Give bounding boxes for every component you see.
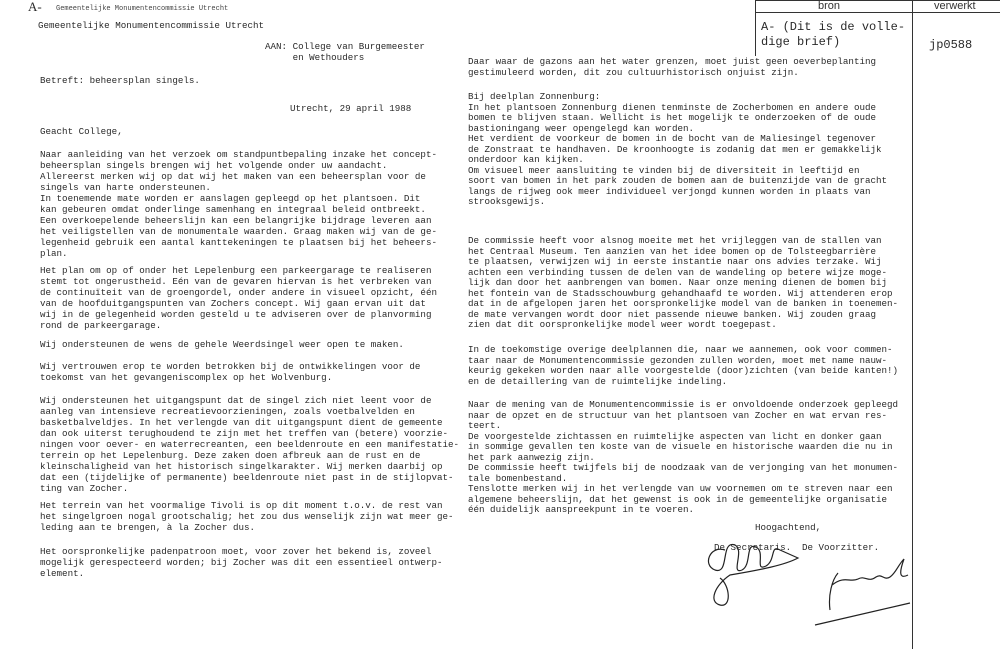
paragraph: Bij deelplan Zonnenburg: In het plantsoen Zonnenburg dienen tenminste de Zocherbomen en andere oude bomen te blijven staan. Wellicht is het mogelijk te onderzoeken of de oude bastioningang weer opengelegd kan worden. Het verdient de voorkeur de bomen in de bocht van de Maliesingel tegenover de Zonstraat te handhaven. De kroonhoogte is zodanig dat men er gemakkelijk onderdoor kan kijken. Om visueel meer aansluiting te vinden bij de diversiteit in leeftijd en soort van bomen in het park zouden de bomen aan de buitenzijde van de gracht langs de rijweg ook meer individueel verjongd kunnen worden in plaats van strooksgewijs. (468, 91, 888, 207)
bron-value: A- (Dit is de volle- dige brief) (761, 20, 906, 49)
paragraph: Naar de mening van de Monumentencommissie is er onvoldoende onderzoek gepleegd naar de opzet en de structuur van het plantsoen van Zocher en wat ervan res- teert. De voorgestelde zichtassen en ruimtelijke aspecten van licht en donker gaan in sommige gevallen ten koste van de visuele en historische waarden die nu in het park aanwezig zijn. De commissie heeft twijfels bij de noodzaak van de verjonging van het monumen- tale bomenbestand. Tenslotte merken wij in het verlengde van uw voornemen om te streven naar een algemene beheerslijn, dat het gewenst is ook in de gemeentelijke organisatie één duidelijk aanspreekpunt in te voeren. (468, 399, 899, 515)
table-left-border (755, 0, 756, 56)
closing: Hoogachtend, (755, 522, 822, 533)
table-column-divider (912, 0, 913, 649)
paragraph: De commissie heeft voor alsnog moeite met het vrijleggen van de stallen van het Centraal Museum. Ten aanzien van het idee bomen op de Tolsteegbarrière te plaatsen, verwijzen wij in eerste instantie naar ons advies terzake. Wij achten een verbinding tussen de delen van de wandeling op betere wijze moge- lijk dan door het aanbrengen van bomen. Naar onze mening dienen de bomen bij het fontein van de Stadsschouwburg gehandhaafd te worden. Wij attenderen erop dat in de afgelopen jaren het oorspronkelijke model van de banken in toenemen- de mate vervangen wordt door niet passende nieuwe banken. Wij zouden graag zien dat dit oorspronkelijke model weer wordt toegepast. (468, 235, 899, 330)
salutation: Geacht College, (40, 126, 123, 137)
signatory-secretary: De Secretaris. (714, 542, 792, 553)
paragraph: Het terrein van het voormalige Tivoli is op dit moment t.o.v. de rest van het singelgroen nogal grootschalig; het zou dus wenselijk zijn wat meer ge- leding aan te brengen, à la Zocher dus. (40, 500, 454, 533)
verwerkt-value: jp0588 (929, 38, 973, 52)
paragraph: Wij ondersteunen het uitgangspunt dat de singel zich niet leent voor de aanleg van intensieve recreatievoorzieningen, zoals voetbalvelden en basketbalveldjes. In het verlengde van dit uitgangspunt dient de gemeente dan ook uiterst terughoudend te zijn met het treffen van (betere) voorzie- ningen voor oever- en waterrecreanten, een beeldenroute en een manifestatie- terrein op het Lepelenburg. Deze zaken doen afbreuk aan de rust en de kleinschaligheid van het historisch singelkarakter. Wij merken daarbij op dat een (tijdelijke of permanente) beeldenroute niet past in de stijlopvat- ting van Zocher. (40, 395, 460, 494)
signatory-chair: De Voorzitter. (802, 542, 880, 553)
column-header-bron: bron (818, 0, 841, 12)
signature-chair (810, 555, 920, 635)
letterhead: Gemeentelijke Monumentencommissie Utrecht (38, 20, 265, 31)
paragraph: Wij vertrouwen erop te worden betrokken bij de ontwikkelingen voor de toekomst van het gevangeniscomplex op het Wolvenburg. (40, 361, 421, 383)
signature-secretary (690, 530, 800, 610)
date: Utrecht, 29 april 1988 (290, 103, 412, 114)
paragraph: Het plan om op of onder het Lepelenburg een parkeergarage te realiseren stemt tot ongerustheid. Eén van de gevaren hiervan is het verbreken van de continuïteit van de groengordel, onder andere in visueel opzicht, één van de hoofduitgangspunten van Zochers concept. Wij gaan ervan uit dat wij in de gelegenheid worden gesteld u te adviseren over de planvorming rond de parkeergarage. (40, 265, 437, 331)
paragraph: Daar waar de gazons aan het water grenzen, moet juist geen oeverbeplanting gestimuleerd worden, dit zou cultuurhistorisch onjuist zijn. (468, 56, 876, 78)
archive-mark: A- (28, 0, 42, 14)
letterhead-small: Gemeentelijke Monumentencommissie Utrecht (56, 5, 229, 13)
subject: Betreft: beheersplan singels. (40, 75, 200, 86)
table-header-divider (755, 12, 1000, 13)
paragraph: Wij ondersteunen de wens de gehele Weerdsingel weer open te maken. (40, 339, 404, 350)
paragraph: In de toekomstige overige deelplannen die, naar we aannemen, ook voor commen- taar naar de Monumentencommissie gezonden zullen worden, moet met name nauw- keurig gekeken worden naar alle voorgestelde (door)zichten (van beide kanten!) en de detaillering van de ruimtelijke indeling. (468, 344, 899, 387)
addressee: AAN: College van Burgemeester en Wethouders (265, 41, 425, 63)
column-header-verwerkt: verwerkt (934, 0, 976, 12)
paragraph: Het oorspronkelijke padenpatroon moet, voor zover het bekend is, zoveel mogelijk gerespecteerd worden; bij Zocher was dit een essentieel ontwerp- element. (40, 546, 443, 579)
paragraph: Naar aanleiding van het verzoek om standpuntbepaling inzake het concept- beheersplan singels brengen wij het volgende onder uw aandacht. Allereerst merken wij op dat wij het maken van een beheersplan voor de singels van harte ondersteunen. In toenemende mate worden er aanslagen gepleegd op het plantsoen. Dit kan gebeuren omdat onderlinge samenhang en integraal beleid ontbreekt. Een overkoepelende beheerslijn kan een belangrijke bijdrage leveren aan het veiligstellen van de monumentale waarden. Graag maken wij van de ge- legenheid gebruik een aantal kanttekeningen te plaatsen bij het beheers- plan. (40, 149, 437, 259)
